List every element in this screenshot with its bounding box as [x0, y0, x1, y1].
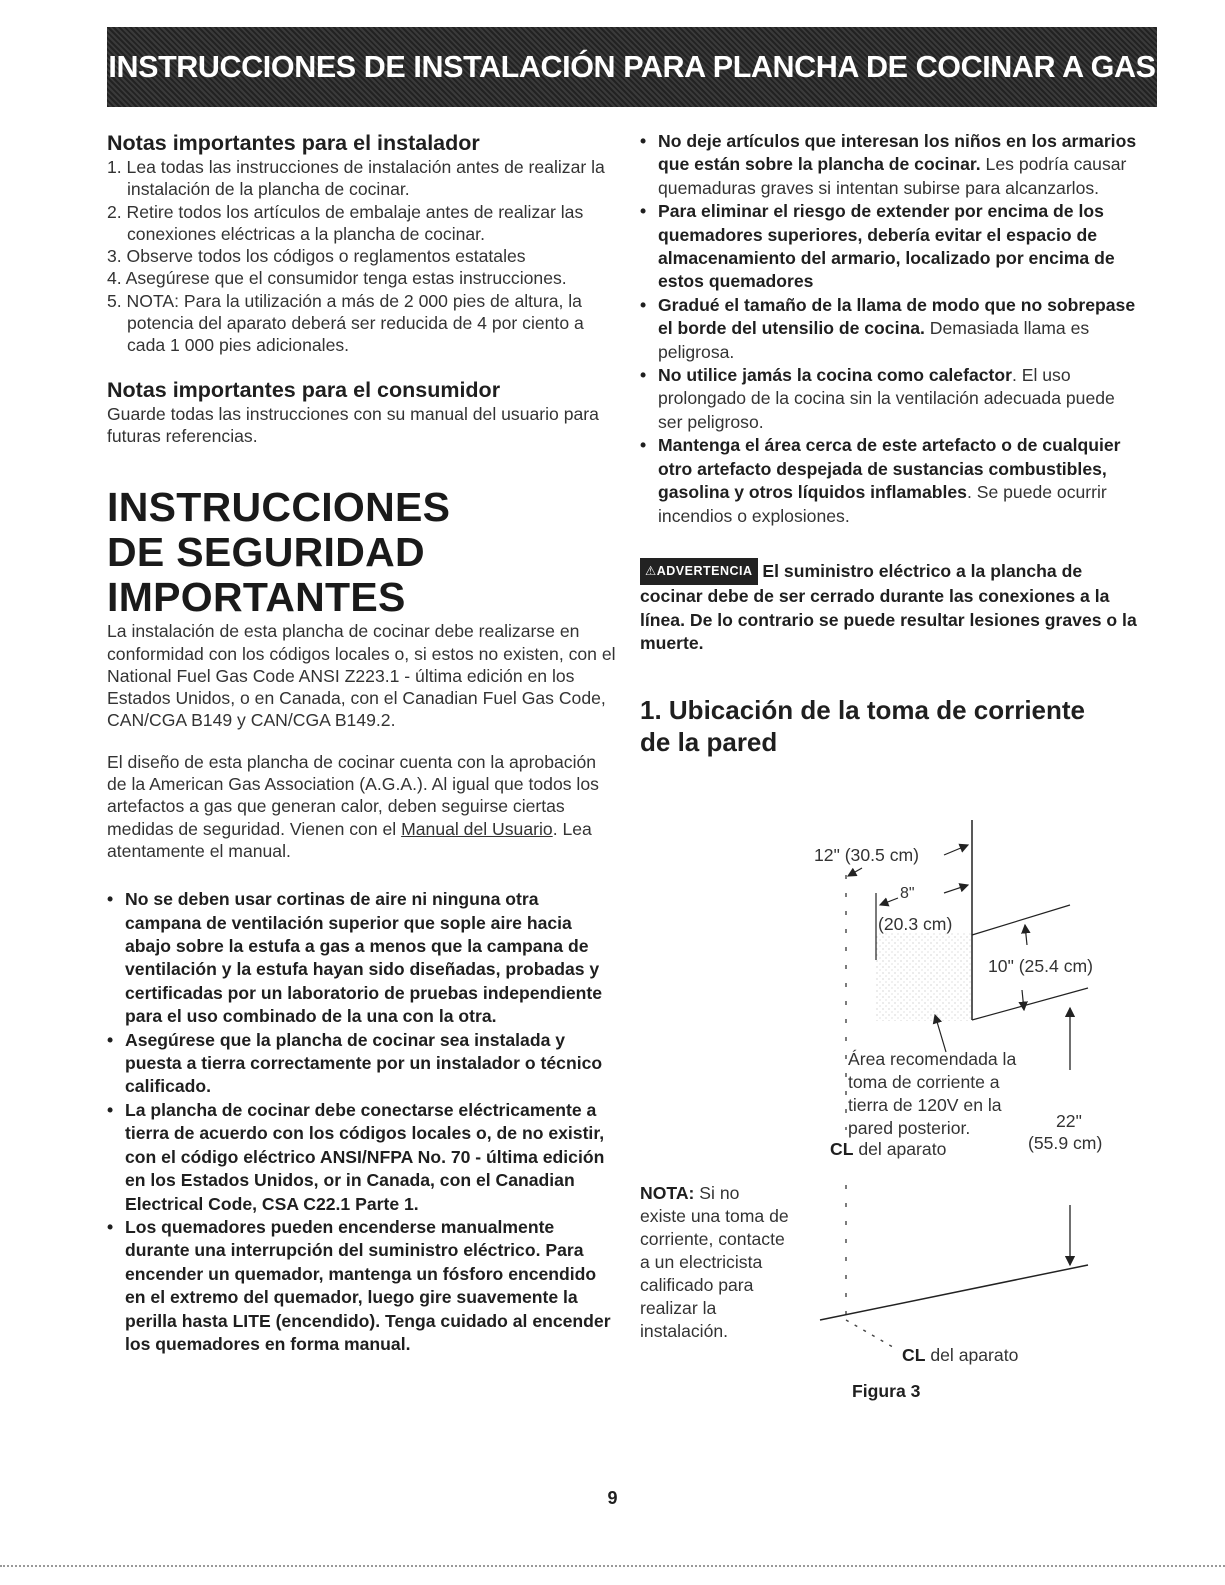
list-item: 2. Retire todos los artículos de embalaje antes de realizar las conexiones eléctricas a la plancha de cocinar. [107, 201, 584, 244]
dimension-arrow [1025, 925, 1027, 945]
section-title-line: 1. Ubicación de la toma de corriente [640, 694, 1086, 725]
dimension-10-label: 10" (25.4 cm) [988, 956, 1094, 976]
note-text: Si no [694, 1183, 740, 1203]
countertop-line [820, 1265, 1088, 1320]
dimension-8-label: 8" [900, 885, 915, 902]
bullet-bold-text: Mantenga el área cerca de este artefacto o de cualquier otro artefacto despejada de sustancias combustibles, gasolina y otros líquidos inflamables [658, 435, 1121, 503]
bullet-bold-text: Para eliminar el riesgo de extender por encima de los quemadores superiores, debería evitar el espacio de almacenamiento del armario, localizado por encima de estos quemadores [658, 201, 1115, 292]
dimension-22-label: 22" [1056, 1111, 1082, 1131]
dimension-arrow [1022, 990, 1024, 1010]
bullet-text: . El uso prolongado de la cocina sin la ventilación adecuada puede ser peligroso. [658, 365, 1115, 432]
area-label-line: toma de corriente a [848, 1072, 1000, 1092]
installer-notes-heading: Notas importantes para el instalador [107, 131, 480, 155]
area-label-line: Área recomendada la [848, 1049, 1017, 1069]
centerline-label [902, 1344, 1018, 1366]
bullet-text: Demasiada llama es peligrosa. [658, 318, 1090, 362]
list-item: • No se deben usar cortinas de aire ni ninguna otra campana de ventilación superior que sople aire hacia abajo sobre la estufa a gas a menos que la campana de ventilación y la estufa hayan sido diseñadas, probadas y certificadas por un laboratorio de pruebas independiente para el uso combinado de la una con la otra. [107, 888, 617, 1028]
centerline-text: del aparato [853, 1139, 947, 1159]
note-line: existe una toma de [640, 1206, 789, 1226]
list-item: 4. Asegúrese que el consumidor tenga estas instrucciones. [107, 268, 567, 289]
safety-title-line: IMPORTANTES [107, 574, 406, 621]
dimension-22-cm-label: (55.9 cm) [1028, 1133, 1103, 1153]
bullet-bold-text: Gradué el tamaño de la llama de modo que no sobrepase el borde del utensilio de cocina. [658, 294, 1136, 339]
note-heading [640, 1182, 739, 1204]
bullet-bold-text: No deje artículos que interesan los niños en los armarios que están sobre la plancha de cocinar. [658, 131, 1137, 175]
safety-title-line: INSTRUCCIONES [107, 484, 451, 531]
note-line: corriente, contacte [640, 1229, 785, 1249]
consumer-notes-text: Guarde todas las instrucciones con su manual del usuario para futuras referencias. [107, 403, 599, 446]
list-item: 3. Observe todos los códigos o reglamentos estatales [107, 246, 526, 267]
dimension-arrow [944, 885, 968, 893]
safety-title-line: DE SEGURIDAD [107, 529, 425, 576]
warning-triangle-icon: ⚠ [645, 563, 657, 578]
note-line: realizar la [640, 1298, 717, 1318]
safety-paragraph-1: La instalación de esta plancha de cocinar debe realizarse en conformidad con los códigos locales o, si estos no existen, con el National Fuel Gas Code ANSI Z223.1 - última edición en los Estados Unidos, o en Canada, con el Canadian Fuel Gas Code, CAN/CGA B149 y CAN/CGA B149.2. [107, 621, 616, 731]
section-title-line: de la pared [640, 726, 778, 757]
note-line: a un electricista [640, 1252, 763, 1272]
centerline-label [830, 1138, 946, 1160]
wall-line [972, 905, 1070, 935]
list-item: 1. Lea todas las instrucciones de instalación antes de realizar la instalación de la plancha de cocinar. [107, 157, 605, 200]
page-bottom-rule [0, 1565, 1225, 1567]
centerline [846, 1320, 898, 1350]
centerline-text: del aparato [925, 1345, 1019, 1365]
list-item: • La plancha de cocinar debe conectarse eléctricamente a tierra de acuerdo con los códigos locales o, de no existir, con el código eléctrico ANSI/NFPA No. 70 - última edición en los Estados Unidos, or in Canada, con el Canadian Electrical Code, CSA C22.1 Parte 1. [107, 1099, 617, 1216]
consumer-notes-heading: Notas importantes para el consumidor [107, 377, 501, 402]
note-line: calificado para [640, 1275, 754, 1295]
dimension-8-cm-label: (20.3 cm) [878, 914, 953, 934]
note-label: NOTA: [640, 1183, 695, 1203]
list-item: • Asegúrese que la plancha de cocinar sea instalada y puesta a tierra correctamente por un instalador o técnico calificado. [107, 1029, 617, 1099]
paragraph-text: . Lea atentamente el manual. [107, 818, 592, 861]
dimension-12-label: 12" (30.5 cm) [814, 845, 920, 865]
bullet-text: Les podría causar quemaduras graves si intentan subirse para alcanzarlos. [658, 154, 1127, 198]
user-manual-reference: Manual del Usuario [401, 818, 553, 839]
page-title: INSTRUCCIONES DE INSTALACIÓN PARA PLANCHA DE COCINAR A GAS [108, 49, 1156, 84]
bullet-bold-text: No utilice jamás la cocina como calefactor [658, 365, 1012, 386]
bullet-text: . Se puede ocurrir incendios o explosiones. [658, 482, 1107, 526]
centerline-abbrev: CL [830, 1139, 854, 1159]
dimension-arrow [848, 868, 862, 876]
dimension-arrow [944, 845, 968, 855]
area-label-line: tierra de 120V en la [848, 1095, 1002, 1115]
paragraph-text: El diseño de esta plancha de cocinar cuenta con la aprobación de la American Gas Association (A.G.A.). Al igual que todos los artefactos a gas que generan calor, deben seguirse ciertas medidas de seguridad. Vienen con el [107, 751, 599, 839]
centerline-abbrev: CL [902, 1345, 926, 1365]
warning-badge-label: ADVERTENCIA [656, 563, 753, 578]
recommended-area [876, 933, 972, 1021]
page-number: 9 [607, 1488, 618, 1508]
note-line: instalación. [640, 1321, 729, 1341]
dimension-arrow [880, 898, 898, 905]
figure-caption: Figura 3 [852, 1381, 921, 1401]
list-item: 5. NOTA: Para la utilización a más de 2 000 pies de altura, la potencia del aparato deberá ser reducida de 4 por ciento a cada 1 000 pies adicionales. [107, 290, 584, 356]
area-label-line: pared posterior. [848, 1118, 971, 1138]
list-item: • Los quemadores pueden encenderse manualmente durante una interrupción del suministro eléctrico. Para encender un quemador, mantenga un fósforo encendido en el extremo del quemador, luego gire suavemente la perilla hasta LITE (encendido). Tenga cuidado al encender los quemadores en forma manual. [107, 1216, 617, 1356]
warning-text: El suministro eléctrico a la plancha de cocinar debe de ser cerrado durante las conexiones a la línea. De lo contrario se puede resultar lesiones graves o la muerte. [640, 560, 1137, 654]
